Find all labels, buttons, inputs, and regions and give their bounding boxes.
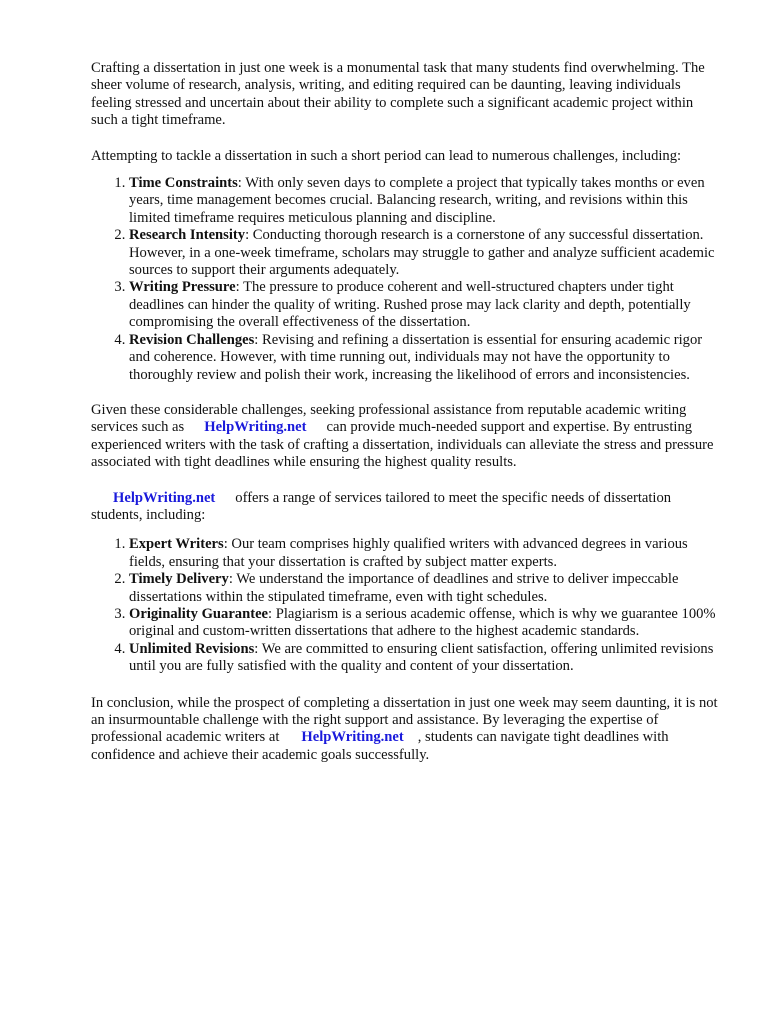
challenges-lead-paragraph: Attempting to tackle a dissertation in such a short period can lead to numerous challenges, including: bbox=[91, 147, 682, 164]
list-item bbox=[129, 606, 721, 641]
list-item-term: Writing Pressure bbox=[129, 279, 236, 296]
intro-paragraph: Crafting a dissertation in just one week is a monumental task that many students find overwhelming. The sheer volume of research, analysis, writing, and editing required can be daunting, leaving individuals feeling stressed and uncertain about their ability to complete such a significant academic project within such a tight timeframe. bbox=[91, 60, 705, 129]
list-item-text: : Conducting thorough research is a cornerstone of any successful dissertation. However, in a one-week timeframe, scholars may struggle to gather and analyze sufficient academic sources to support their arguments adequately. bbox=[129, 227, 715, 279]
list-item-text: : We understand the importance of deadlines and strive to deliver impeccable dissertations within the stipulated timeframe, even with tight schedules. bbox=[129, 571, 679, 605]
list-item bbox=[129, 175, 721, 227]
list-item bbox=[129, 227, 721, 279]
list-item-text: : The pressure to produce coherent and well-structured chapters under tight deadlines can hinder the quality of writing. Rushed prose may lack clarity and depth, potentially compromising the overall effectiveness of the dissertation. bbox=[129, 279, 691, 331]
helpwriting-link[interactable]: HelpWriting.net bbox=[113, 489, 216, 506]
assistance-text-after: can provide much-needed support and expertise. By entrusting experienced writers with the task of crafting a dissertation, individuals can alleviate the stress and pressure associated with tight deadlines while ensuring the highest quality results. bbox=[91, 419, 714, 471]
list-item bbox=[129, 332, 721, 384]
list-item-term: Research Intensity bbox=[129, 227, 246, 244]
list-item-term: Expert Writers bbox=[129, 536, 224, 553]
list-item bbox=[129, 536, 721, 571]
conclusion-text-after: , students can navigate tight deadlines with confidence and achieve their academic goals successfully. bbox=[91, 729, 669, 763]
helpwriting-link[interactable]: HelpWriting.net bbox=[301, 729, 404, 746]
document-page bbox=[91, 60, 721, 782]
challenges-list bbox=[91, 175, 721, 384]
list-item-term: Timely Delivery bbox=[129, 571, 229, 588]
conclusion-paragraph bbox=[91, 695, 721, 765]
list-item-term: Revision Challenges bbox=[129, 331, 255, 348]
list-item-text: : We are committed to ensuring client satisfaction, offering unlimited revisions until you are fully satisfied with the quality and content of your dissertation. bbox=[129, 640, 714, 675]
list-item-text: : With only seven days to complete a project that typically takes months or even years, time management becomes crucial. Balancing research, writing, and revisions within this limited timeframe requires meticulous planning and discipline. bbox=[129, 175, 705, 226]
conclusion-text-before: In conclusion, while the prospect of completing a dissertation in just one week may seem daunting, it is not an insurmountable challenge with the right support and assistance. By leveraging the expertise of professional academic writers at bbox=[91, 694, 718, 746]
list-item bbox=[129, 641, 721, 676]
services-intro-paragraph bbox=[91, 490, 721, 525]
list-item-term: Time Constraints bbox=[129, 175, 238, 192]
list-item-term: Unlimited Revisions bbox=[129, 640, 255, 657]
list-item-text: : Our team comprises highly qualified writers with advanced degrees in various fields, ensuring that your dissertation is crafted by subject matter experts. bbox=[129, 536, 688, 570]
list-item bbox=[129, 571, 721, 606]
services-list bbox=[91, 536, 721, 675]
services-intro-text: offers a range of services tailored to meet the specific needs of dissertation students, including: bbox=[91, 489, 672, 523]
assistance-text-before: Given these considerable challenges, seeking professional assistance from reputable academic writing services such as bbox=[91, 401, 687, 436]
list-item bbox=[129, 279, 721, 331]
list-item-text: : Revising and refining a dissertation is essential for ensuring academic rigor and coherence. However, with time running out, individuals may not have the opportunity to thoroughly review and polish their work, increasing the likelihood of errors and inconsistencies. bbox=[129, 331, 703, 383]
list-item-text: : Plagiarism is a serious academic offense, which is why we guarantee 100% original and custom-written dissertations that adhere to the highest academic standards. bbox=[129, 605, 716, 640]
list-item-term: Originality Guarantee bbox=[129, 605, 269, 622]
helpwriting-link[interactable]: HelpWriting.net bbox=[204, 419, 307, 436]
assistance-paragraph bbox=[91, 402, 721, 472]
